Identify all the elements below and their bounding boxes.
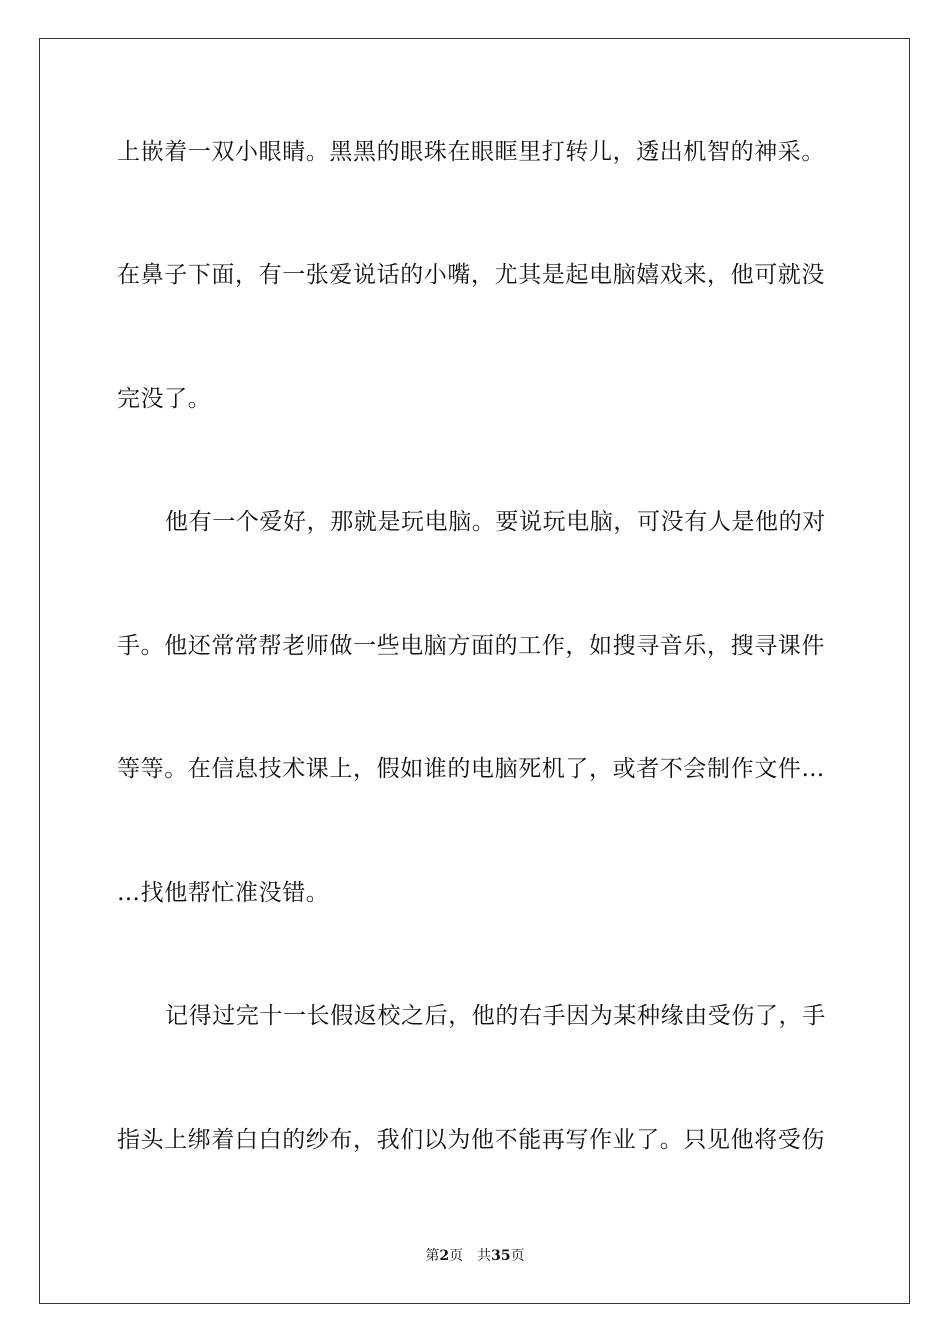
page-number: 2: [439, 1248, 450, 1264]
text-line-5: 手。他还常常帮老师做一些电脑方面的工作，如搜寻音乐，搜寻课件: [117, 633, 825, 659]
text-line-9: 指头上绑着白白的纱布，我们以为他不能再写作业了。只见他将受伤: [117, 1127, 825, 1153]
text-line-3: 完没了。: [117, 386, 212, 412]
text-line-6: 等等。在信息技术课上，假如谁的电脑死机了，或者不会制作文件…: [117, 756, 825, 782]
page-footer: [0, 1246, 950, 1266]
page-border: [39, 38, 910, 1304]
total-prefix: 共: [477, 1248, 492, 1264]
text-line-1: 上嵌着一双小眼睛。黑黑的眼珠在眼眶里打转儿，透出机智的神采。: [117, 139, 825, 165]
paragraph-start-line-8: 记得过完十一长假返校之后，他的右手因为某种缘由受伤了，手: [165, 1003, 826, 1029]
total-pages: 35: [491, 1248, 511, 1264]
total-suffix: 页: [510, 1248, 525, 1264]
text-line-7: …找他帮忙准没错。: [117, 880, 330, 906]
text-line-2: 在鼻子下面，有一张爱说话的小嘴，尤其是起电脑嬉戏来，他可就没: [117, 262, 825, 288]
paragraph-start-line-4: 他有一个爱好，那就是玩电脑。要说玩电脑，可没有人是他的对: [165, 509, 826, 535]
page-suffix: 页: [449, 1248, 464, 1264]
page-prefix: 第: [425, 1248, 440, 1264]
